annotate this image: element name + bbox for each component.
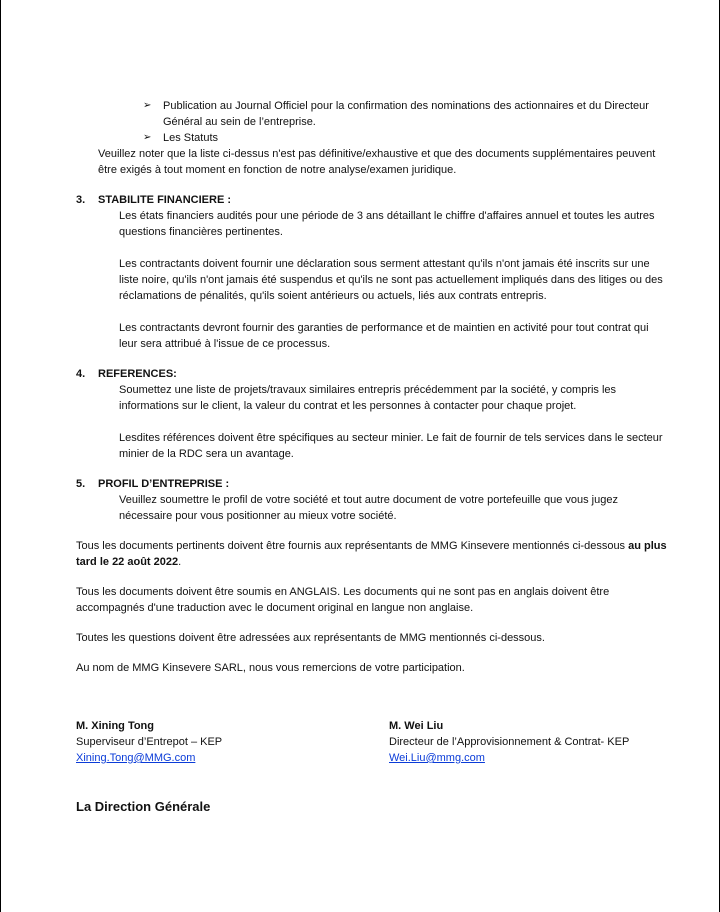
section-number: 3. [76,194,86,206]
section-number: 5. [76,478,86,490]
section-paragraph: Les états financiers audités pour une période de 3 ans détaillant le chiffre d'affaires annuel et toutes les autres questions financières pertinentes. [119,210,655,238]
list-item-text: Les Statuts [163,132,219,144]
questions-paragraph: Toutes les questions doivent être adressées aux représentants de MMG mentionnés ci-dessous. [76,632,545,644]
section-paragraph: Soumettez une liste de projets/travaux similaires entrepris précédemment par la société, y compris les informations sur le client, la valeur du contrat et les personnes à contacter pour chaque projet. [119,384,617,412]
section-heading [76,192,667,208]
signatory-email-link[interactable]: Xining.Tong@MMG.com [76,752,196,764]
section-number: 4. [76,368,86,380]
section-body [119,382,667,462]
signatures [76,718,667,766]
deadline-end: . [178,556,182,568]
signatory-right [389,718,629,766]
document-list [143,98,667,146]
signoff: La Direction Générale [76,799,211,814]
section-heading [76,366,667,382]
list-note: Veuillez noter que la liste ci-dessus n'est pas définitive/exhaustive et que des documents supplémentaires peuvent être exigés à tout moment en fonction de notre analyse/examen juridique. [98,148,656,176]
deadline-text: Tous les documents pertinents doivent être fournis aux représentants de MMG Kinsevere mentionnés ci-dessous [76,540,629,552]
signatory-email-link[interactable]: Wei.Liu@mmg.com [389,752,485,764]
signatory-name: M. Wei Liu [389,720,444,732]
section-paragraph: Les contractants doivent fournir une déclaration sous serment attestant qu'ils n'ont jamais été inscrits sur une liste noire, qu'ils n'ont jamais été suspendus et qu'ils ne sont pas actuellement impliqués dans des litiges ou des réclamations de pénalités, qu'ils soient antérieurs ou actuels, liés aux contrats entrepris. [119,258,663,302]
section-references [76,366,667,462]
signatory-left [76,718,222,766]
section-body [119,208,667,352]
section-financial-stability [76,192,667,352]
section-paragraph: Les contractants devront fournir des garanties de performance et de maintien en activité pour tout contrat qui leur sera attribué à l'issue de ce processus. [119,322,649,350]
section-title: REFERENCES: [98,368,177,380]
section-paragraph: Veuillez soumettre le profil de votre société et tout autre document de votre portefeuille que vous jugez nécessaire pour vous positionner au mieux votre société. [119,494,618,522]
section-heading [76,476,667,492]
list-item-text: Publication au Journal Officiel pour la confirmation des nominations des actionnaires et du Directeur Général au sein de l’entreprise. [163,100,649,128]
section-paragraph: Lesdites références doivent être spécifiques au secteur minier. Le fait de fournir de tels services dans le secteur minier de la RDC sera un avantage. [119,432,663,460]
arrow-bullet-icon: ➢ [143,132,152,143]
thanks-paragraph: Au nom de MMG Kinsevere SARL, nous vous remercions de votre participation. [76,662,465,674]
section-title: STABILITE FINANCIERE : [98,194,232,206]
signatory-name: M. Xining Tong [76,720,154,732]
section-title: PROFIL D’ENTREPRISE : [98,478,230,490]
section-company-profile [76,476,667,524]
deadline-date: au plus tard le 22 août 2022 [76,540,667,568]
language-paragraph: Tous les documents doivent être soumis en ANGLAIS. Les documents qui ne sont pas en anglais doivent être accompagnés d'une traduction avec le document original en langue non anglaise. [76,586,610,614]
section-body [119,492,667,524]
list-item [143,98,667,130]
deadline-paragraph [76,538,667,570]
signatory-role: Directeur de l’Approvisionnement & Contrat- KEP [389,736,630,748]
list-item [143,130,667,146]
signatory-role: Superviseur d’Entrepot – KEP [76,736,223,748]
arrow-bullet-icon: ➢ [143,100,152,111]
document-content [76,98,667,815]
